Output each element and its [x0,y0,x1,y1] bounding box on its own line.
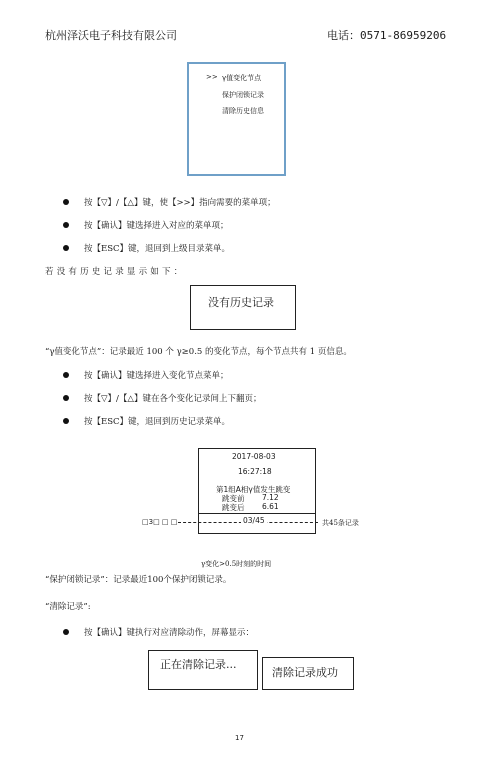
total-records: 共45条记录 [322,519,359,527]
no-history-intro: 若没有历史记录显示如下： [45,267,186,277]
bullet-text: 按【ESC】键，退回到历史记录菜单。 [84,417,231,427]
left-marker: □3□ □ □ [142,518,178,526]
menu-pointer: >> [206,73,218,81]
bullet-icon [63,372,69,378]
phone-number: 电话：0571-86959206 [327,29,447,42]
gamma-description: “γ值变化节点”：记录最近 100 个 γ≥0.5 的变化节点，每个节点共有 1 页信息。 [45,347,352,357]
bullet-icon [63,418,69,424]
after-label: 跳变后 [222,503,245,512]
no-history-text: 没有历史记录 [208,296,274,309]
bullet-icon [63,199,69,205]
bullet-icon [63,222,69,228]
clear-title: “清除记录”: [45,602,91,612]
company-name: 杭州泽沃电子科技有限公司 [45,29,177,42]
bullet-text: 按【▽】/【△】键在各个变化记录间上下翻页； [84,394,262,404]
before-value: 7.12 [262,493,279,502]
lock-description: “保护闭锁记录”：记录最近100个保护闭锁记录。 [45,575,232,585]
record-divider [198,513,316,514]
clearing-text: 正在清除记录... [160,658,237,671]
page-indicator: 03/45 [243,516,265,525]
bullet-text: 按【确认】键选择进入变化节点菜单； [84,371,229,381]
record-caption: γ变化>0.5时刻的时间 [201,560,272,568]
bullet-text: 按【确认】键选择进入对应的菜单项； [84,221,229,231]
page-number: 17 [235,734,244,742]
record-date: 2017-08-03 [232,452,276,461]
before-label: 跳变前 [222,494,245,503]
cleared-text: 清除记录成功 [272,666,338,679]
menu-item-gamma: γ值变化节点 [222,74,262,82]
bullet-icon [63,245,69,251]
bullet-text: 按【▽】/【△】键，使【>>】指向需要的菜单项； [84,198,276,208]
record-title: 第1组A相γ值发生跳变 [216,485,291,494]
after-value: 6.61 [262,502,279,511]
record-time: 16:27:18 [238,467,272,476]
bullet-icon [63,395,69,401]
bullet-text: 按【确认】键执行对应清除动作，屏幕显示： [84,628,255,638]
bullet-icon [63,629,69,635]
menu-item-lock: 保护闭锁记录 [222,91,264,99]
menu-item-clear: 清除历史信息 [222,107,264,115]
bullet-text: 按【ESC】键，退回到上级目录菜单。 [84,244,231,254]
